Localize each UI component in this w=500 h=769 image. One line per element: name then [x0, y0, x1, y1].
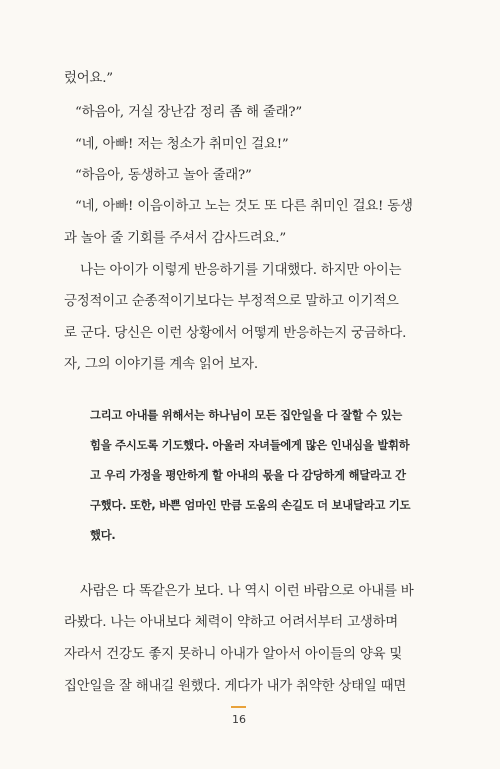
quote-line-3: 고 우리 가정을 평안하게 할 아내의 몫을 다 감당하게 해달라고 간 [90, 469, 406, 482]
quote-line-4: 구했다. 또한, 바쁜 엄마인 만큼 도움의 손길도 더 보내달라고 기도 [90, 499, 411, 512]
page-number: 16 [232, 713, 246, 726]
body-line-8: 긍정적이고 순종적이기보다는 부정적으로 말하고 이기적으 [64, 294, 399, 309]
closing-line-1: 사람은 다 똑같은가 보다. 나 역시 이런 바람으로 아내를 바 [80, 584, 414, 599]
body-line-10: 자, 그의 이야기를 계속 읽어 보자. [64, 357, 258, 372]
quote-line-1: 그리고 아내를 위해서는 하나님이 모든 집안일을 다 잘할 수 있는 [90, 409, 403, 422]
closing-line-4: 집안일을 잘 해내길 원했다. 게다가 내가 취약한 상태일 때면 [64, 679, 407, 694]
body-line-6: 과 놀아 줄 기회를 주셔서 감사드려요.” [64, 231, 287, 246]
quote-line-2: 힘을 주시도록 기도했다. 아울러 자녀들에게 많은 인내심을 발휘하 [90, 439, 410, 452]
body-line-4: “하음아, 동생하고 놀아 줄래?” [75, 168, 252, 183]
body-line-2: “하음아, 거실 장난감 정리 좀 해 줄래?” [75, 105, 302, 120]
body-line-1: 렀어요.” [64, 71, 113, 86]
closing-line-3: 자라서 건강도 좋지 못하니 아내가 알아서 아이들의 양육 및 [64, 647, 403, 662]
body-line-3: “네, 아빠! 저는 청소가 취미인 걸요!” [75, 137, 289, 152]
quote-line-5: 했다. [90, 529, 116, 542]
body-line-7: 나는 아이가 이렇게 반응하기를 기대했다. 하지만 아이는 [80, 263, 402, 278]
body-line-9: 로 군다. 당신은 이런 상황에서 어떻게 반응하는지 궁금하다. [64, 326, 407, 341]
closing-line-2: 라봤다. 나는 아내보다 체력이 약하고 어려서부터 고생하며 [64, 615, 399, 630]
page-number-accent-rule [231, 706, 246, 708]
body-line-5: “네, 아빠! 이음이하고 노는 것도 또 다른 취미인 걸요! 동생 [75, 199, 413, 214]
